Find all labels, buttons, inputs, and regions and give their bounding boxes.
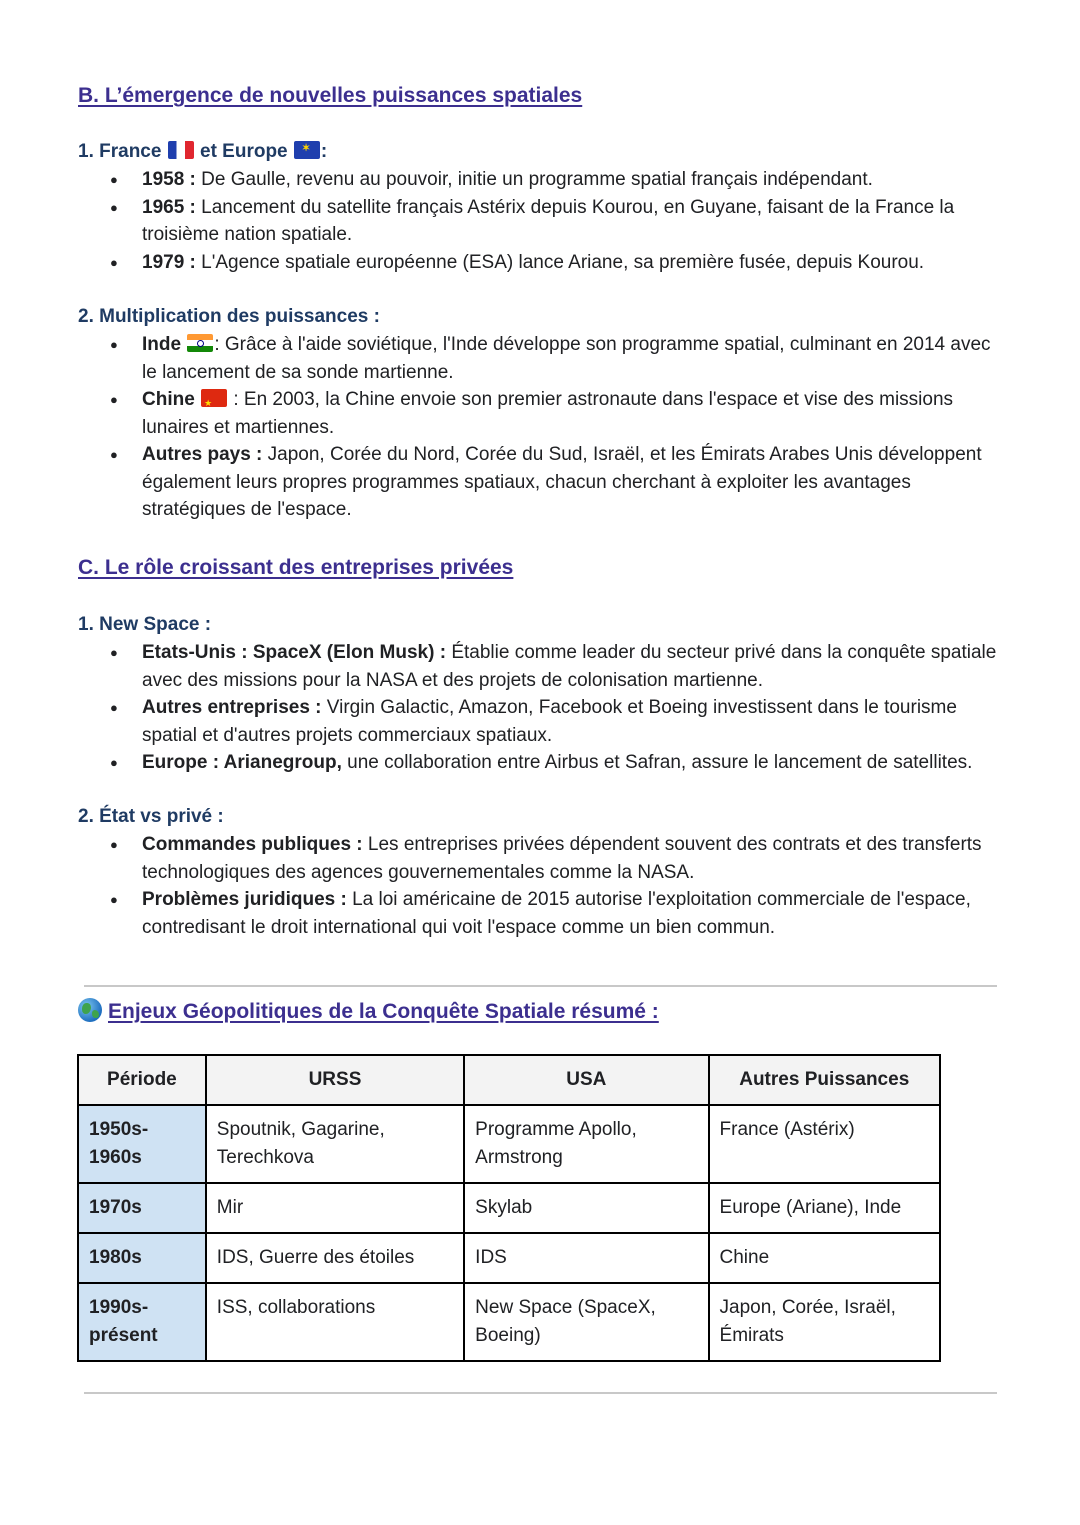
usa-cell: New Space (SpaceX, Boeing) [464, 1283, 708, 1361]
usa-cell: Programme Apollo, Armstrong [464, 1105, 708, 1183]
usa-cell: Skylab [464, 1183, 708, 1233]
globe-icon [78, 998, 102, 1022]
divider [84, 1392, 997, 1394]
period-cell: 1970s [78, 1183, 206, 1233]
table-row [78, 1105, 940, 1183]
header-urss: URSS [206, 1055, 464, 1105]
table-header-row [78, 1055, 940, 1105]
autres-cell: Europe (Ariane), Inde [709, 1183, 940, 1233]
section-c-title[interactable]: C. Le rôle croissant des entreprises privées [78, 556, 514, 579]
france-list [110, 166, 1010, 276]
new-space-list [110, 639, 1010, 777]
multiplication-list [110, 331, 1010, 524]
urss-cell: ISS, collaborations [206, 1283, 464, 1361]
list-item: ● 1958 : De Gaulle, revenu au pouvoir, initie un programme spatial français indépendant. [110, 166, 1010, 194]
header-autres: Autres Puissances [709, 1055, 940, 1105]
section-b-title[interactable]: B. L’émergence de nouvelles puissances spatiales [78, 84, 583, 107]
list-item: ● Europe : Arianegroup, une collaboration entre Airbus et Safran, assure le lancement de satellites. [110, 749, 1010, 777]
list-item: ● Chine ★ : En 2003, la Chine envoie son premier astronaute dans l'espace et vise des missions lunaires et martiennes. [110, 386, 1010, 441]
urss-cell: Spoutnik, Gagarine, Terechkova [206, 1105, 464, 1183]
new-space-heading: 1. New Space : [78, 614, 212, 635]
list-item: ● Problèmes juridiques : La loi américaine de 2015 autorise l'exploitation commerciale de l'espace, contredisant le droit international qui voit l'espace comme un bien commun. [110, 886, 1010, 941]
period-cell: 1990s-présent [78, 1283, 206, 1361]
list-item: ● Etats-Unis : SpaceX (Elon Musk) : Établie comme leader du secteur privé dans la conquête spatiale avec des missions pour la NASA et des projets de colonisation martienne. [110, 639, 1010, 694]
list-item: ● Autres pays : Japon, Corée du Nord, Corée du Sud, Israël, et les Émirats Arabes Unis développent également leurs propres programmes spatiaux, chacun cherchant à exploiter les avantages stratégiques de l'espace. [110, 441, 1010, 524]
france-heading-label: 1. France [78, 141, 162, 162]
header-periode: Période [78, 1055, 206, 1105]
etat-prive-heading: 2. État vs privé : [78, 806, 224, 827]
list-item: ● Inde : Grâce à l'aide soviétique, l'Inde développe son programme spatial, culminant en 2014 avec le lancement de sa sonde martienne. [110, 331, 1010, 386]
table-row [78, 1183, 940, 1233]
multiplication-heading: 2. Multiplication des puissances : [78, 306, 380, 327]
autres-cell: Japon, Corée, Israël, Émirats [709, 1283, 940, 1361]
list-item: ● Autres entreprises : Virgin Galactic, Amazon, Facebook et Boeing investissent dans le tourisme spatial et d'autres projets commerciaux spatiaux. [110, 694, 1010, 749]
france-europe-heading: 1. France et Europe ✶ : [78, 141, 327, 163]
list-item: ● Commandes publiques : Les entreprises privées dépendent souvent des contrats et des transferts technologiques des agences gouvernementales comme la NASA. [110, 831, 1010, 886]
etat-prive-list [110, 831, 1010, 941]
urss-cell: Mir [206, 1183, 464, 1233]
autres-cell: France (Astérix) [709, 1105, 940, 1183]
usa-cell: IDS [464, 1233, 708, 1283]
period-cell: 1980s [78, 1233, 206, 1283]
autres-cell: Chine [709, 1233, 940, 1283]
china-flag-icon [201, 389, 227, 407]
urss-cell: IDS, Guerre des étoiles [206, 1233, 464, 1283]
list-item: ● 1965 : Lancement du satellite français Astérix depuis Kourou, en Guyane, faisant de la France la troisième nation spatiale. [110, 194, 1010, 249]
divider [84, 985, 997, 987]
summary-table [77, 1054, 941, 1362]
france-flag-icon [168, 141, 194, 159]
list-item: ● 1979 : L'Agence spatiale européenne (ESA) lance Ariane, sa première fusée, depuis Kourou. [110, 249, 1010, 277]
period-cell: 1950s-1960s [78, 1105, 206, 1183]
table-row [78, 1283, 940, 1361]
header-usa: USA [464, 1055, 708, 1105]
table-row [78, 1233, 940, 1283]
eu-flag-icon [294, 141, 320, 159]
summary-title[interactable]: Enjeux Géopolitiques de la Conquête Spatiale résumé : [78, 998, 659, 1024]
india-flag-icon [187, 334, 213, 352]
europe-heading-label: et Europe [200, 141, 288, 162]
